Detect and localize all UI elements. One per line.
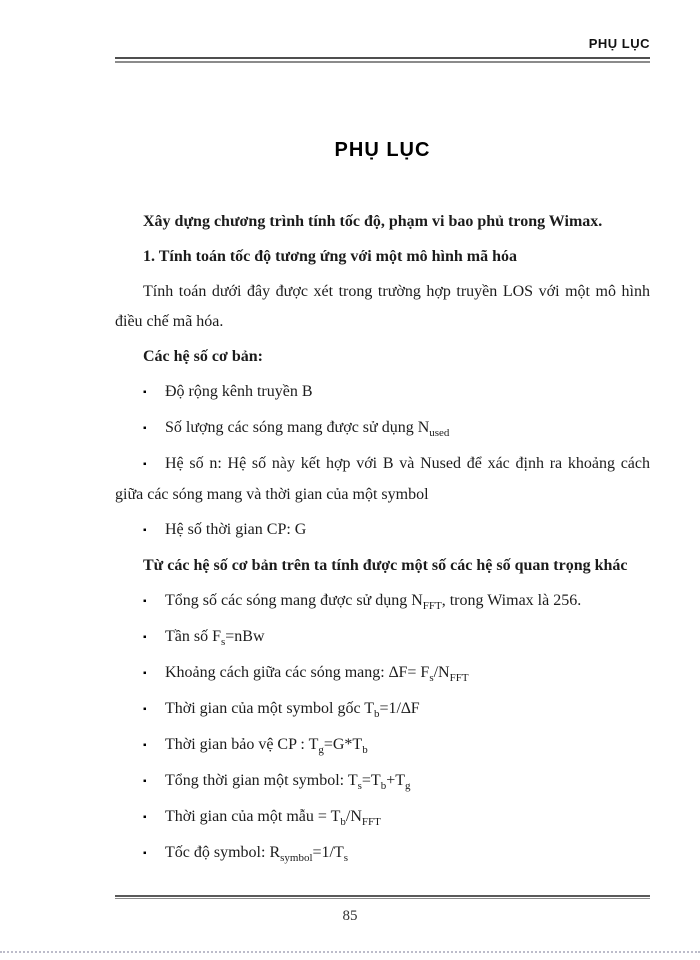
list-item [115, 802, 650, 833]
bullet-icon: ▪ [143, 668, 147, 679]
running-title: PHỤ LỤC [588, 36, 650, 51]
basic-coefficients-list [115, 377, 650, 546]
document-title: PHỤ LỤC [334, 139, 431, 161]
list-item [115, 694, 650, 725]
list-item-text: Khoảng cách giữa các sóng mang: $\Delta F= F_s/N_{FFT}$ [165, 664, 469, 685]
list-item-text: Thời gian của một mẫu = $T_b/N_{FFT}$ [165, 808, 381, 829]
heading-section-1: 1. Tính toán tốc độ tương ứng với một mô hình mã hóa [143, 248, 518, 265]
page-number: 85 [342, 908, 358, 924]
list-item-text: Hệ số thời gian CP: G [165, 521, 307, 538]
bullet-icon: ▪ [143, 776, 147, 787]
list-item-text: Số lượng các sóng mang được sử dụng $N_{used}$ [165, 419, 450, 440]
bullet-icon: ▪ [143, 632, 147, 643]
derived-coefficients-list [115, 586, 650, 869]
list-item [115, 622, 650, 653]
bullet-icon: ▪ [143, 740, 147, 751]
list-item [115, 730, 650, 761]
bullet-icon: ▪ [143, 704, 147, 715]
list-item [115, 766, 650, 797]
header-rule [115, 57, 650, 63]
list-item-text: Thời gian bảo vệ CP : $T_g=G*T_b$ [165, 736, 368, 757]
bullet-icon: ▪ [143, 812, 147, 823]
list-item-text: Tổng thời gian một symbol: $T_s=T_b+T_g$ [165, 772, 411, 793]
footer-rule [115, 895, 650, 899]
list-item [115, 413, 650, 444]
bullet-icon: ▪ [143, 387, 147, 398]
list-item-text: Tổng số các sóng mang được sử dụng $N_{FFT}$, trong Wimax là 256. [165, 592, 582, 613]
bullet-icon: ▪ [143, 525, 147, 536]
bullet-icon: ▪ [143, 423, 147, 434]
page-body [115, 135, 650, 869]
page-header [115, 0, 650, 63]
heading-derived-coefficients: Từ các hệ số cơ bản trên ta tính được một số các hệ số quan trọng khác [143, 557, 628, 574]
list-item [115, 515, 650, 546]
list-item-text: Tần số $F_s=nBw$ [165, 628, 265, 649]
bullet-icon: ▪ [143, 459, 147, 470]
list-item-text: Tốc độ symbol: $R_{symbol}=1/T_s$ [165, 844, 349, 865]
list-item-text: Thời gian của một symbol gốc $T_b=1/\Delta F$ [165, 700, 420, 721]
bullet-icon: ▪ [143, 596, 147, 607]
intro-paragraph: Tính toán dưới đây được xét trong trường hợp truyền LOS với một mô hình điều chế mã hóa. [115, 283, 650, 330]
list-item [115, 586, 650, 617]
list-item [115, 449, 650, 510]
page-bottom-border [0, 951, 700, 953]
list-item-text: Hệ số n: Hệ số này kết hợp với B và Nused để xác định ra khoảng cách giữa các sóng mang và thời gian của một symbol [115, 455, 650, 503]
bullet-icon: ▪ [143, 848, 147, 859]
list-item-text: Độ rộng kênh truyền B [165, 383, 313, 400]
list-item [115, 377, 650, 408]
heading-basic-coefficients: Các hệ số cơ bản: [143, 348, 263, 365]
heading-main: Xây dựng chương trình tính tốc độ, phạm vi bao phủ trong Wimax. [143, 213, 603, 230]
list-item [115, 658, 650, 689]
list-item [115, 838, 650, 869]
